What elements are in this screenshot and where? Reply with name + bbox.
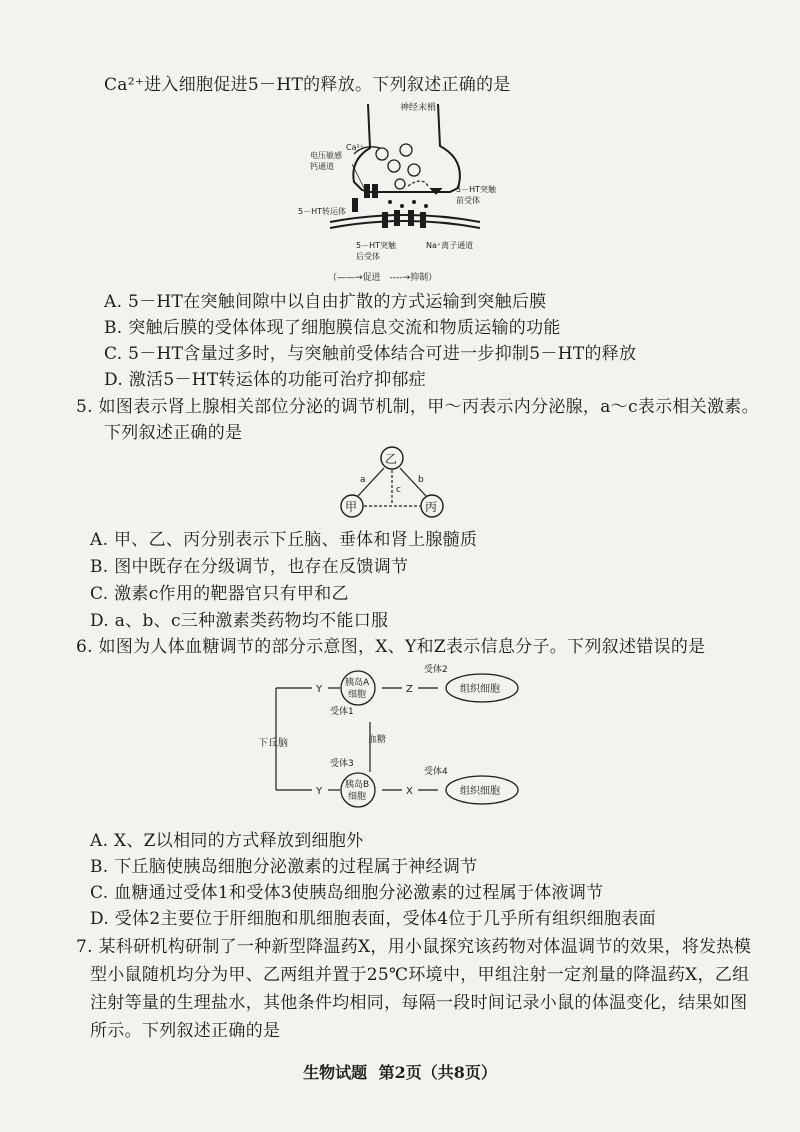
label-c: c xyxy=(396,485,401,495)
z-label: Z xyxy=(406,684,413,695)
q4-stem-tail: Ca²⁺进入细胞促进5－HT的释放。下列叙述正确的是 xyxy=(104,75,511,95)
x-label: X xyxy=(406,786,413,797)
islet-a-label-2: 细胞 xyxy=(348,690,367,700)
label-a: a xyxy=(360,475,366,485)
vesicle xyxy=(400,144,412,156)
label-b: b xyxy=(418,475,424,485)
serotonin-dot xyxy=(400,204,404,208)
islet-a-label-1: 胰岛A xyxy=(345,678,370,688)
glucose-diagram xyxy=(248,660,548,815)
serotonin-dot xyxy=(388,200,392,204)
postsyn-receptor-shape xyxy=(394,210,400,226)
q4-option-c: C. 5－HT含量过多时，与突触前受体结合可进一步抑制5－HT的释放 xyxy=(104,344,637,364)
receptor1-label: 受体1 xyxy=(330,707,354,717)
serotonin-dot xyxy=(412,200,416,204)
postsyn-receptor-shape xyxy=(382,212,388,228)
presyn-receptor-label-2: 前受体 xyxy=(456,196,480,205)
postsyn-receptor-label-2: 后受体 xyxy=(356,252,380,261)
vesicle xyxy=(408,164,420,176)
synapse-diagram xyxy=(290,98,520,290)
q6-option-b: B. 下丘脑使胰岛细胞分泌激素的过程属于神经调节 xyxy=(90,857,478,877)
vgcc-label-2: 钙通道 xyxy=(310,162,334,171)
q4-option-a: A. 5－HT在突触间隙中以自由扩散的方式运输到突触后膜 xyxy=(104,292,547,312)
q4-option-d: D. 激活5－HT转运体的功能可治疗抑郁症 xyxy=(104,370,427,390)
presynaptic-terminal xyxy=(353,104,460,192)
ca-label: Ca²⁺ xyxy=(346,143,364,152)
vgcc-channel xyxy=(364,184,370,198)
gland-diagram xyxy=(330,442,470,520)
tissue-top-label: 组织细胞 xyxy=(460,684,500,695)
y-top-label: Y xyxy=(316,684,323,695)
islet-b-label-2: 细胞 xyxy=(348,792,367,802)
q7-stem-line-1: 7. 某科研机构研制了一种新型降温药X，用小鼠探究该药物对体温调节的效果，将发热模 xyxy=(76,937,752,957)
vesicle xyxy=(388,160,400,172)
na-channel-shape xyxy=(408,210,414,226)
y-bottom-label: Y xyxy=(316,786,323,797)
transporter-label: 5－HT转运体 xyxy=(298,207,346,216)
na-channel-label: Na⁺离子通道 xyxy=(426,241,474,250)
blood-glucose-label: 血糖 xyxy=(368,735,387,745)
serotonin-dot xyxy=(424,204,428,208)
q6-option-d: D. 受体2主要位于肝细胞和肌细胞表面，受体4位于几乎所有组织细胞表面 xyxy=(90,909,656,929)
axon-terminal-label: 神经末梢 xyxy=(400,103,437,113)
q7-stem-line-4: 所示。下列叙述正确的是 xyxy=(90,1021,281,1041)
postsyn-receptor-label-1: 5－HT突触 xyxy=(356,241,396,250)
page-footer xyxy=(0,1060,800,1083)
receptor2-label: 受体2 xyxy=(424,665,448,675)
q7-stem-line-3: 注射等量的生理盐水，其他条件均相同，每隔一段时间记录小鼠的体温变化，结果如图 xyxy=(90,993,748,1013)
tissue-bottom-label: 组织细胞 xyxy=(460,786,500,797)
q7-stem-line-2: 型小鼠随机均分为甲、乙两组并置于25℃环境中，甲组注射一定剂量的降温药X，乙组 xyxy=(90,965,750,985)
gland-yi-label: 乙 xyxy=(385,452,398,466)
q4-option-b: B. 突触后膜的受体体现了细胞膜信息交流和物质运输的功能 xyxy=(104,318,561,338)
q6-option-c: C. 血糖通过受体1和受体3使胰岛细胞分泌激素的过程属于体液调节 xyxy=(90,883,604,903)
gland-jia-label: 甲 xyxy=(345,500,358,514)
legend: （——→促进 ----→抑制） xyxy=(328,273,438,283)
footer-subject: 生物试题 xyxy=(303,1063,368,1082)
postsynaptic-membrane-inner xyxy=(330,221,480,228)
q5-option-c: C. 激素c作用的靶器官只有甲和乙 xyxy=(90,584,349,604)
q5-option-d: D. a、b、c三种激素类药物均不能口服 xyxy=(90,611,389,631)
islet-b-label-1: 胰岛B xyxy=(345,780,370,790)
q6-option-a: A. X、Z以相同的方式释放到细胞外 xyxy=(90,831,364,851)
inhibit-arrow xyxy=(408,181,428,186)
receptor3-label: 受体3 xyxy=(330,759,354,769)
q5-option-a: A. 甲、乙、丙分别表示下丘脑、垂体和肾上腺髓质 xyxy=(90,530,478,550)
receptor4-label: 受体4 xyxy=(424,767,448,777)
transporter-shape xyxy=(352,198,358,212)
q6-stem: 6. 如图为人体血糖调节的部分示意图，X、Y和Z表示信息分子。下列叙述错误的是 xyxy=(76,637,706,657)
vgcc-label-1: 电压敏感 xyxy=(310,151,342,160)
vesicle xyxy=(376,148,388,160)
vesicle xyxy=(395,179,405,189)
vgcc-channel xyxy=(372,184,378,198)
na-channel-shape xyxy=(420,212,426,228)
gland-bing-label: 丙 xyxy=(425,500,438,514)
q5-option-b: B. 图中既存在分级调节，也存在反馈调节 xyxy=(90,557,409,577)
footer-page: 第2页（共8页） xyxy=(378,1063,497,1082)
presyn-receptor-label-1: 5－HT突触 xyxy=(456,185,496,194)
hypothalamus-label: 下丘脑 xyxy=(258,738,288,749)
q5-stem-line-2: 下列叙述正确的是 xyxy=(104,423,243,443)
q5-stem-line-1: 5. 如图表示肾上腺相关部位分泌的调节机制，甲～丙表示内分泌腺，a～c表示相关激素。 xyxy=(76,397,759,417)
